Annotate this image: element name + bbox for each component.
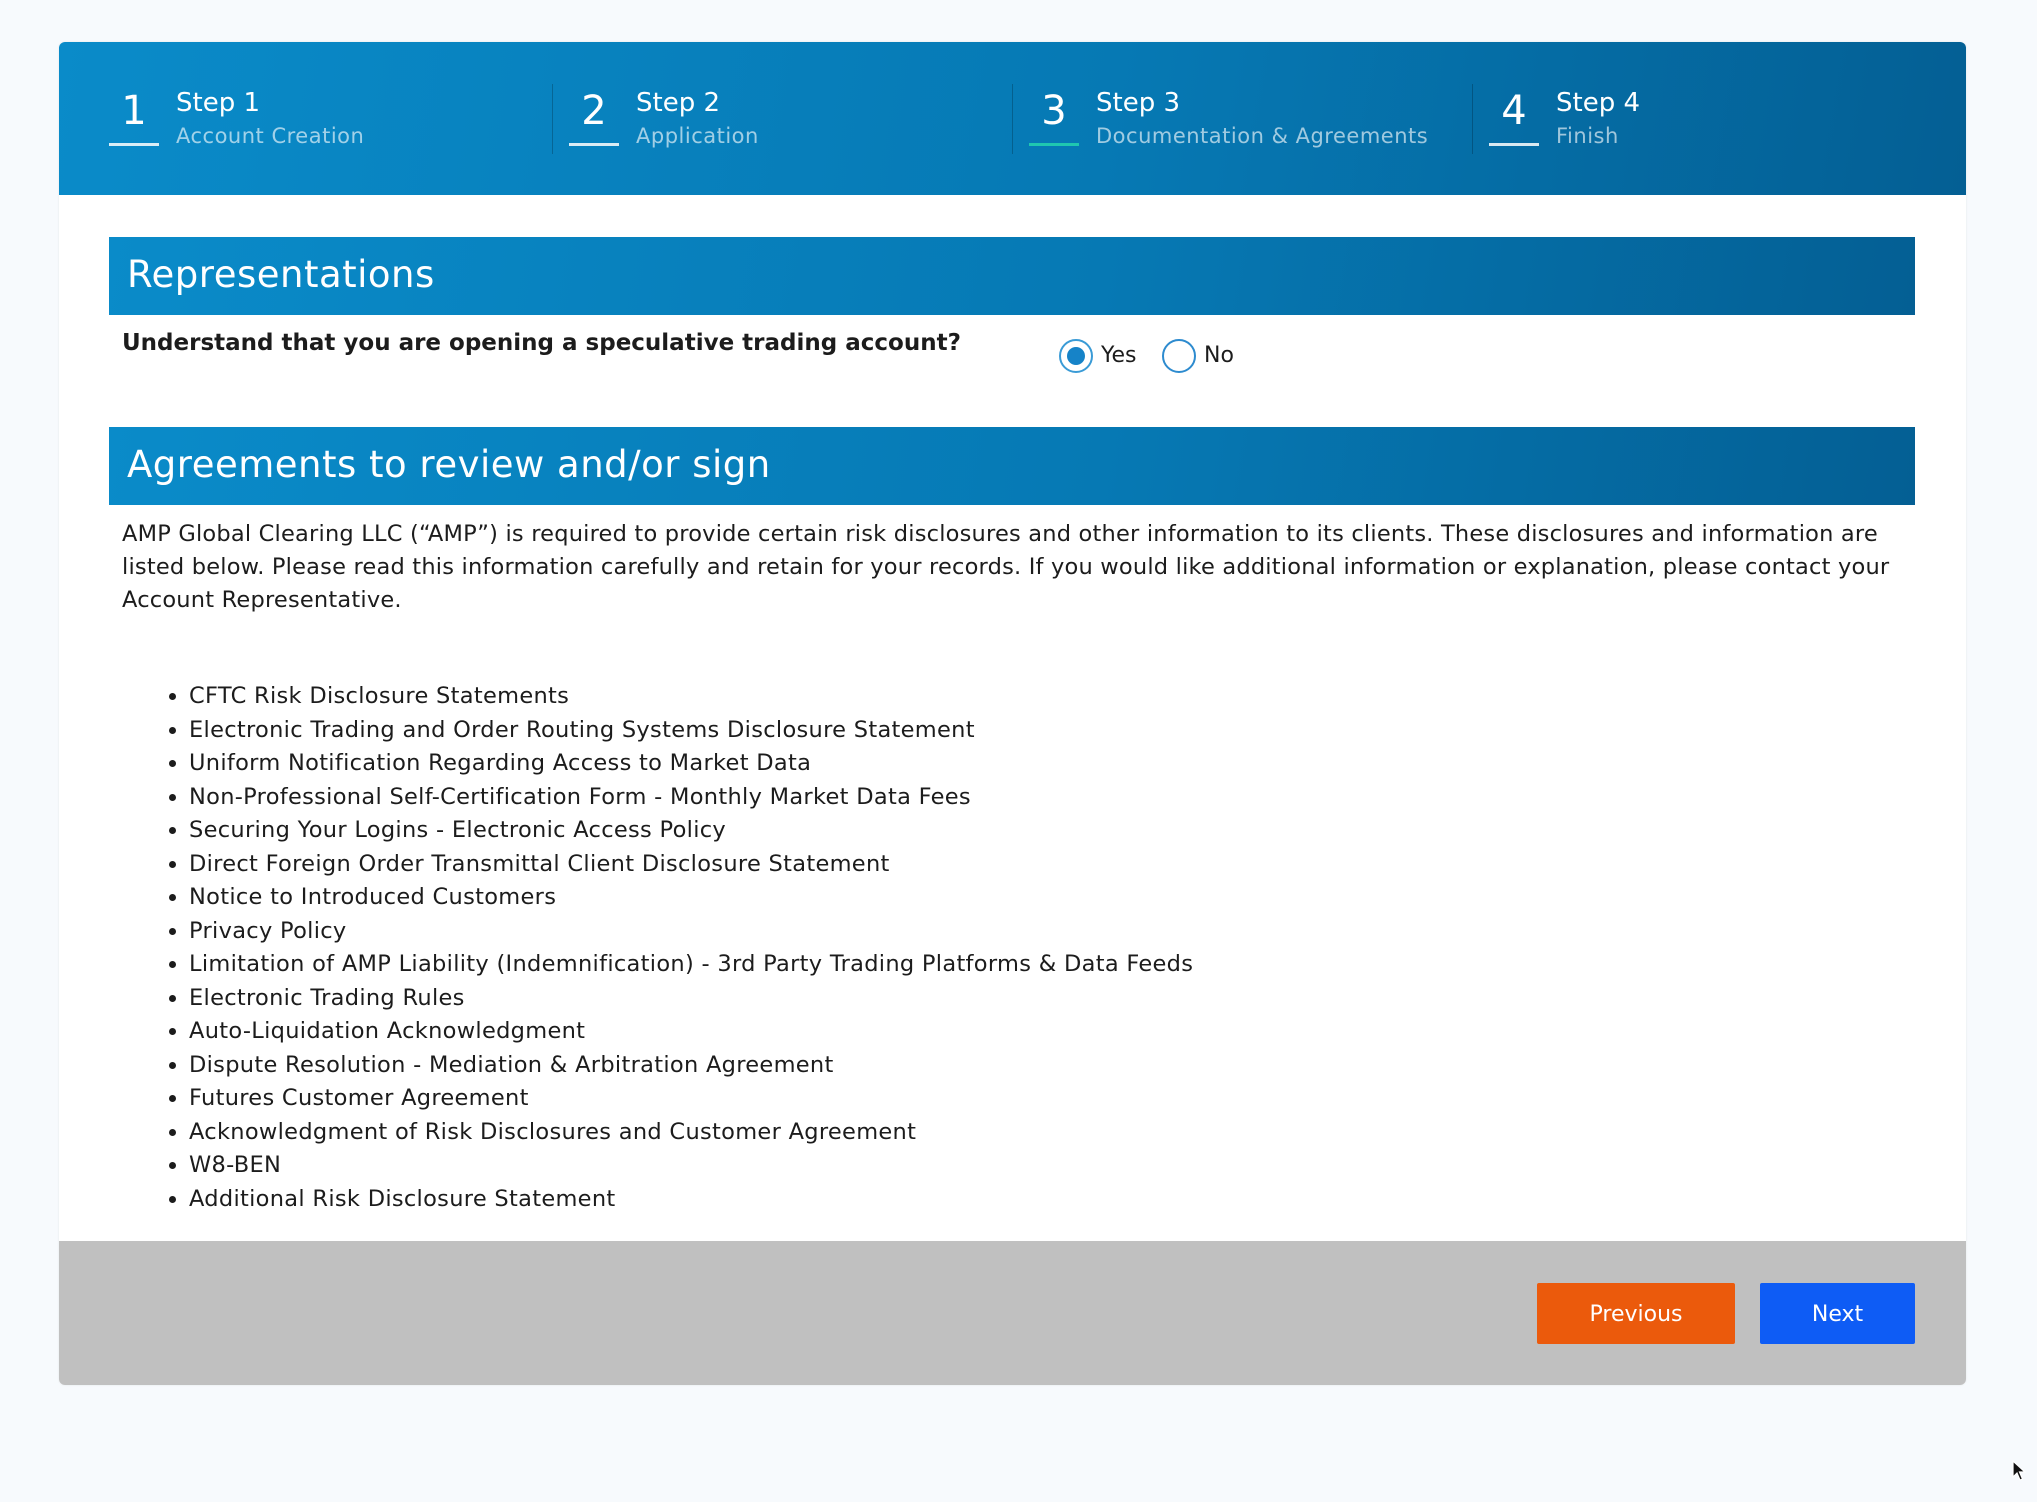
section-title: Representations xyxy=(127,253,435,296)
mouse-pointer-icon xyxy=(2012,1460,2028,1484)
step-number: 2 xyxy=(581,88,607,134)
step-underline-active xyxy=(1029,143,1079,146)
list-item: • Auto-Liquidation Acknowledgment xyxy=(189,1015,1193,1049)
application-card xyxy=(59,42,1966,1385)
step-title: Step 3 xyxy=(1096,88,1181,118)
step-title: Step 1 xyxy=(176,88,261,118)
list-item: • Additional Risk Disclosure Statement xyxy=(189,1183,1193,1217)
list-item: • Securing Your Logins - Electronic Access Policy xyxy=(189,814,1193,848)
step-subtitle: Application xyxy=(636,124,759,148)
step-divider xyxy=(1472,84,1473,154)
step-title: Step 4 xyxy=(1556,88,1641,118)
yes-radio[interactable] xyxy=(1059,339,1093,373)
step-underline xyxy=(109,143,159,146)
step-subtitle: Finish xyxy=(1556,124,1619,148)
step-underline xyxy=(569,143,619,146)
yes-radio-label[interactable]: Yes xyxy=(1101,343,1137,368)
radio-unchecked-icon[interactable] xyxy=(1162,339,1196,373)
representations-header xyxy=(109,237,1915,315)
list-item: • Futures Customer Agreement xyxy=(189,1082,1193,1116)
form-footer xyxy=(59,1241,1966,1385)
step-divider xyxy=(1012,84,1013,154)
agreements-header xyxy=(109,427,1915,505)
previous-button[interactable]: Previous xyxy=(1537,1283,1735,1344)
next-button[interactable]: Next xyxy=(1760,1283,1915,1344)
list-item: • Limitation of AMP Liability (Indemnification) - 3rd Party Trading Platforms & Data Feeds xyxy=(189,948,1193,982)
list-item: • Non-Professional Self-Certification Form - Monthly Market Data Fees xyxy=(189,781,1193,815)
list-item: • Notice to Introduced Customers xyxy=(189,881,1193,915)
section-title: Agreements to review and/or sign xyxy=(127,443,771,486)
step-subtitle: Documentation & Agreements xyxy=(1096,124,1429,148)
list-item: • CFTC Risk Disclosure Statements xyxy=(189,680,1193,714)
list-item: • Electronic Trading and Order Routing Systems Disclosure Statement xyxy=(189,714,1193,748)
step-divider xyxy=(552,84,553,154)
no-radio-label[interactable]: No xyxy=(1204,343,1234,368)
step-subtitle: Account Creation xyxy=(176,124,365,148)
list-item: • W8-BEN xyxy=(189,1149,1193,1183)
list-item: • Dispute Resolution - Mediation & Arbitration Agreement xyxy=(189,1049,1193,1083)
speculative-account-question: Understand that you are opening a speculative trading account? xyxy=(122,330,961,356)
list-item: • Uniform Notification Regarding Access to Market Data xyxy=(189,747,1193,781)
step-title: Step 2 xyxy=(636,88,721,118)
step-number: 4 xyxy=(1501,88,1527,134)
list-item: • Electronic Trading Rules xyxy=(189,982,1193,1016)
step-number: 3 xyxy=(1041,88,1067,134)
list-item: • Acknowledgment of Risk Disclosures and Customer Agreement xyxy=(189,1116,1193,1150)
list-item: • Privacy Policy xyxy=(189,915,1193,949)
agreements-list xyxy=(142,680,1193,1216)
step-number: 1 xyxy=(121,88,147,134)
agreements-intro: AMP Global Clearing LLC (“AMP”) is required to provide certain risk disclosures and other information to its clients. These disclosures and information are listed below. Please read this information carefully and retain for your records. If you would like additional information or explanation, please contact your Account Representative. xyxy=(122,521,1890,613)
list-item: • Direct Foreign Order Transmittal Client Disclosure Statement xyxy=(189,848,1193,882)
progress-stepper xyxy=(59,42,1966,195)
no-radio[interactable] xyxy=(1162,339,1196,373)
radio-checked-icon[interactable] xyxy=(1059,339,1093,373)
step-underline xyxy=(1489,143,1539,146)
